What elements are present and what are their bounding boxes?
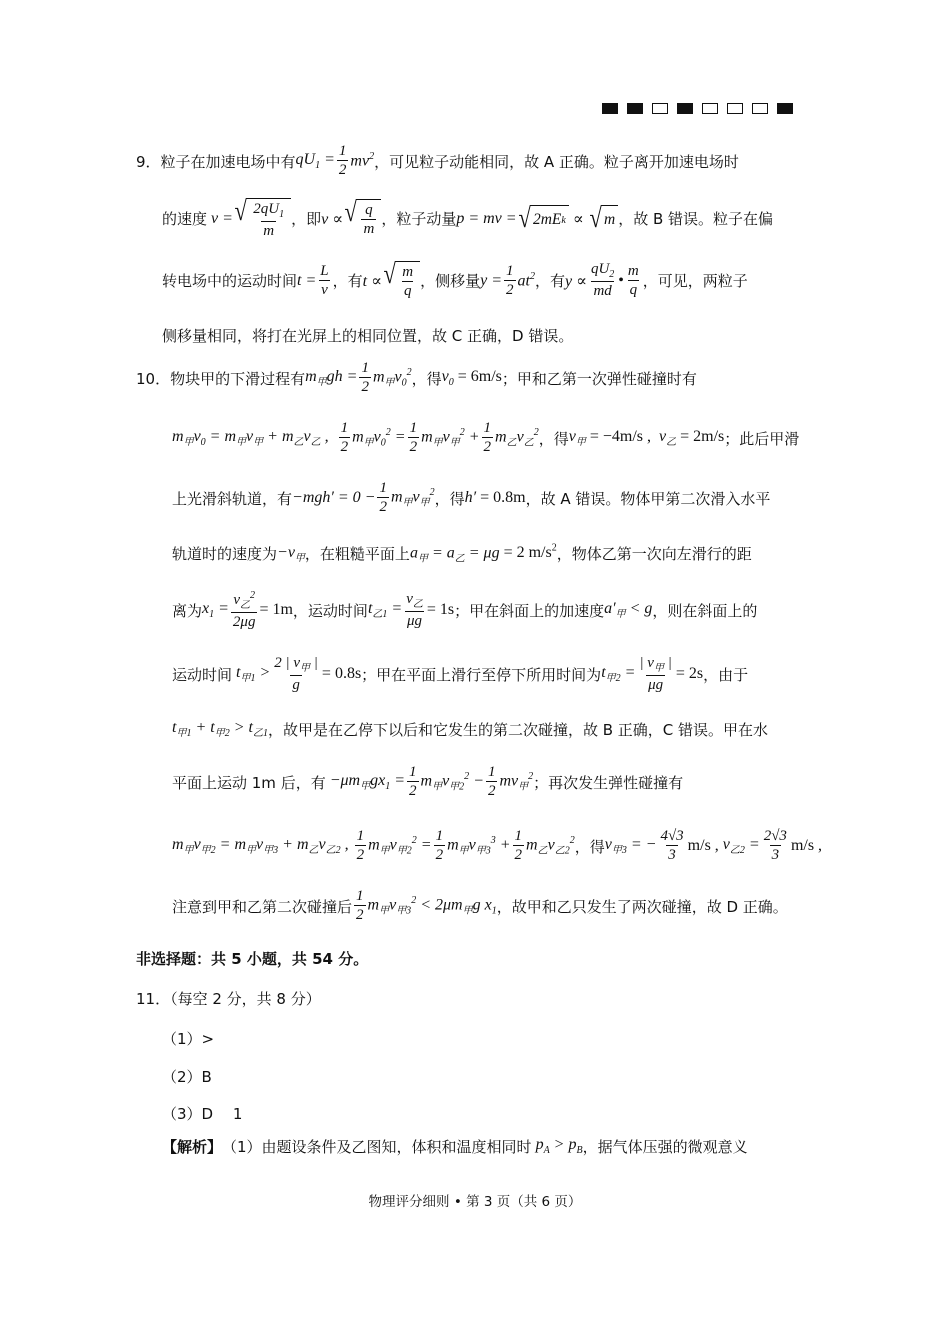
formula: t ∝ — [362, 272, 382, 290]
formula: $m_甲v_甲^2$ — [390, 487, 435, 509]
text: ，据气体压强的微观意义 — [582, 1138, 748, 1156]
formula: $x_1$ = — [202, 600, 229, 621]
formula: $\frac{1}{2}$ — [356, 888, 364, 924]
formula: $m_乙v_{乙2}^2$ — [526, 835, 575, 857]
formula: $\frac{m}{q}$ — [627, 262, 639, 298]
formula: $\frac{qU_2}{md}$ — [590, 261, 615, 299]
formula: √ $\frac{2qU_1}{m}$ — [233, 198, 291, 240]
formula: $m_甲v_{甲3}^2 < 2\mu m_甲g$ $x_1$ — [367, 895, 497, 917]
q10-line9 — [172, 828, 822, 864]
formula: t = — [297, 271, 317, 289]
q10-line7 — [172, 719, 768, 740]
q10-line10 — [172, 888, 788, 924]
text: ，则在斜面上的 — [652, 601, 758, 620]
text: ，得 — [434, 489, 465, 508]
formula: $m_甲v_{甲2}^2$ = — [368, 835, 432, 857]
formula: • — [618, 271, 624, 289]
text: ，故甲和乙只发生了两次碰撞，故 D 正确。 — [496, 897, 788, 916]
text: 10．物块甲的下滑过程有 — [136, 369, 306, 388]
q11-head: 11．（每空 2 分，共 8 分） — [136, 990, 321, 1008]
text: （1）由题设条件及乙图知，体积和温度相同时 — [222, 1138, 532, 1156]
formula: $\frac{| v_甲 |}{\mu g}$ — [639, 655, 672, 693]
marker-square — [777, 103, 793, 114]
page-footer: 物理评分细则 • 第 3 页（共 6 页） — [368, 1194, 582, 1210]
text: ，可见，两粒子 — [642, 272, 748, 291]
formula: $p_A > p_B$ — [531, 1136, 583, 1157]
text: ；甲在斜面上的加速度 — [454, 601, 605, 620]
explanation-tag: 【解析】 — [162, 1138, 223, 1156]
formula: $\frac{L}{v}$ — [320, 262, 329, 298]
marker-square — [702, 103, 718, 114]
formula: $\frac{1}{2}$ — [435, 828, 444, 864]
page-marker — [602, 103, 793, 114]
q10-line1 — [136, 360, 697, 396]
formula: $qU_1$ = — [295, 151, 335, 172]
formula: $at^2$ — [517, 270, 535, 290]
text: 侧移量相同，将打在光屏上的相同位置，故 C 正确，D 错误。 — [162, 327, 574, 345]
formula: = 1s — [426, 601, 455, 619]
formula: v ∝ — [321, 210, 344, 228]
formula: √ m — [588, 205, 619, 233]
q10-line3 — [172, 480, 770, 516]
formula: $t_{乙1}$ = — [367, 600, 403, 621]
q11-answer-1: （1）> — [162, 1030, 215, 1048]
formula: $m_甲v_0 = m_甲v_甲 + m_乙v_乙$ , — [172, 428, 337, 449]
q9-line1 — [136, 143, 739, 179]
marker-square — [752, 103, 768, 114]
q10-line2 — [172, 420, 799, 456]
text: 平面上运动 1m 后，有 — [172, 773, 326, 792]
text: ，在粗糙平面上 — [304, 545, 410, 564]
marker-square — [602, 103, 618, 114]
section-heading: 非选择题：共 5 小题，共 54 分。 — [136, 950, 369, 968]
formula: $m_甲v_{甲2} = m_甲v_{甲3} + m_乙v_{乙2}$ , — [172, 836, 353, 857]
text: ，运动时间 — [292, 601, 368, 620]
q9-line2 — [162, 198, 773, 240]
q11-explanation — [162, 1136, 748, 1157]
formula: y = — [480, 271, 503, 289]
formula: $mv_甲^2$ — [499, 771, 534, 793]
text: 转电场中的运动时间 — [162, 272, 298, 291]
q10-line4 — [172, 543, 752, 565]
q10-line5 — [172, 590, 757, 631]
formula: $m_甲v_0^2$ — [372, 367, 412, 389]
formula: $m_乙v_乙^2$ — [495, 427, 539, 449]
text: ，即 — [291, 210, 322, 229]
formula: = 1m — [259, 601, 293, 619]
text: 上光滑斜轨道，有 — [172, 489, 293, 508]
formula: $t_{甲1}$ > — [232, 664, 271, 685]
formula: y ∝ — [565, 272, 587, 290]
formula: $\frac{2 | v_甲 |}{g}$ — [274, 655, 318, 693]
formula: $m_甲v_{甲3}^3$ + — [447, 835, 511, 857]
text: ；再次发生弹性碰撞有 — [533, 773, 684, 792]
text: ；甲和乙第一次弹性碰撞时有 — [501, 369, 697, 388]
formula: $\frac{v_乙}{\mu g}$ — [406, 591, 423, 629]
formula: $\frac{1}{2}$ — [356, 828, 365, 864]
formula: $\frac{1}{2}$ — [514, 828, 523, 864]
formula: $\frac{1}{2}$ — [361, 360, 369, 396]
formula: $\frac{v_乙^2}{2\mu g}$ — [232, 590, 256, 630]
q10-line6 — [172, 655, 748, 694]
text: ，由于 — [703, 665, 749, 684]
marker-square — [727, 103, 743, 114]
text: 运动时间 — [172, 665, 233, 684]
text: ；甲在平面上滑行至停下所用时间为 — [361, 665, 602, 684]
formula: $\frac{1}{2}$ — [379, 480, 387, 516]
formula: p = mv = — [456, 209, 517, 227]
text: ，粒子动量 — [381, 210, 457, 229]
formula: −mgh′ = 0 − — [292, 489, 376, 507]
q10-line8 — [172, 764, 683, 800]
formula: $m_甲v_0^2$ = — [352, 427, 406, 449]
formula: $\frac{1}{2}$ — [409, 764, 417, 800]
text: 离为 — [172, 601, 203, 620]
marker-square — [677, 103, 693, 114]
formula: m/s , — [790, 837, 823, 855]
text: 的速度 — [162, 210, 208, 229]
formula: $\frac{1}{2}$ — [409, 420, 418, 456]
formula: $\frac{4√3}{3}$ — [660, 828, 684, 864]
formula: = 0.8s — [321, 665, 362, 683]
text: 注意到甲和乙第二次碰撞后 — [172, 897, 353, 916]
formula: ∝ — [568, 210, 588, 228]
formula: $\frac{1}{2}$ — [483, 420, 492, 456]
formula: v = — [207, 209, 233, 227]
text: ，可见粒子动能相同，故 A 正确。粒子离开加速电场时 — [374, 152, 739, 171]
text: ，得 — [538, 429, 569, 448]
text: ；此后甲滑 — [724, 429, 800, 448]
formula: $\frac{1}{2}$ — [338, 143, 347, 179]
marker-square — [652, 103, 668, 114]
formula: $\frac{1}{2}$ — [340, 420, 349, 456]
text: ，故 B 错误。粒子在偏 — [618, 210, 774, 229]
formula: $\frac{1}{2}$ — [506, 262, 514, 298]
formula: $-v_甲$ — [277, 543, 305, 564]
formula: $mv^2$ — [350, 151, 375, 170]
formula: h′ = 0.8m — [464, 489, 526, 507]
text: ，故 A 错误。物体甲第二次滑入水平 — [525, 489, 771, 508]
marker-square — [627, 103, 643, 114]
formula: = 2s — [675, 665, 704, 683]
text: ，有 — [535, 272, 566, 291]
text: ，得 — [574, 837, 605, 856]
q9-line4 — [162, 325, 573, 346]
formula: √ $\frac{m}{q}$ — [382, 261, 420, 300]
formula: $m_甲v_甲^2$ + — [421, 427, 480, 449]
text: 轨道时的速度为 — [172, 545, 278, 564]
formula: $-\mu m_甲gx_1$ = — [325, 772, 405, 793]
formula: $v_0 = 6m/s$ — [441, 368, 502, 389]
formula: √ $\frac{q}{m}$ — [343, 199, 381, 238]
formula: $\frac{1}{2}$ — [487, 764, 496, 800]
formula: $a'_甲 < g$ — [604, 600, 653, 621]
text: ，物体乙第一次向左滑行的距 — [556, 545, 752, 564]
q11-answer-2: （2）B — [162, 1068, 212, 1086]
formula: $t_{甲2}$ = — [601, 664, 636, 685]
formula: $v_甲 = -4m/s$ , $v_乙 = 2m/s$ — [568, 428, 725, 449]
q9-line3 — [162, 261, 748, 300]
q11-answer-3: （3）D 1 — [162, 1105, 243, 1123]
formula: $a_甲 = a_乙 = \mu g = 2$ $m/s^2$ — [409, 543, 557, 565]
formula: $v_{甲3}$ = − — [604, 836, 657, 857]
formula: $v_{乙2}$ = — [722, 836, 760, 857]
text: ，有 — [332, 272, 363, 291]
formula: $\frac{2√3}{3}$ — [763, 828, 787, 864]
text: ，侧移量 — [420, 272, 481, 291]
text: 9．粒子在加速电场中有 — [136, 152, 296, 171]
formula: √ 2mE k — [517, 205, 569, 233]
text: ，得 — [411, 369, 442, 388]
formula: m/s , — [687, 837, 723, 855]
formula: $t_{甲1} + t_{甲2} > t_{乙1}$ — [172, 719, 268, 740]
formula: $m_甲gh$ = — [305, 368, 358, 389]
formula: $m_甲v_{甲2}^2$ − — [420, 771, 484, 793]
text: ，故甲是在乙停下以后和它发生的第二次碰撞，故 B 正确，C 错误。甲在水 — [267, 721, 769, 739]
